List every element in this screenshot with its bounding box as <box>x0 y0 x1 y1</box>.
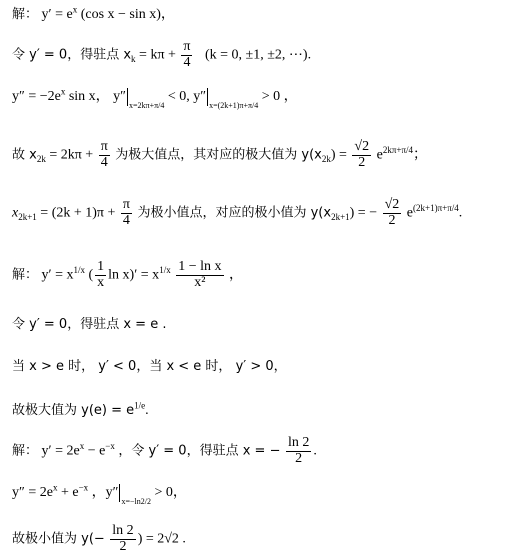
solution-label: 解： <box>12 267 39 283</box>
subscript: 2k <box>321 154 331 165</box>
solution-line-8 <box>12 360 287 373</box>
fraction-numerator: π <box>100 139 108 154</box>
expr: + e <box>60 485 79 501</box>
expr: ln x)′ = x <box>108 267 160 283</box>
stationary-text: ，令 y′ = 0，得驻点 x = − <box>118 443 281 459</box>
expr: = kπ + <box>139 47 176 63</box>
solution-line-10 <box>12 436 317 466</box>
fraction <box>110 524 135 554</box>
max-value-text: 为极大值点，其对应的极大值为 y(x <box>115 147 322 163</box>
solution-line-11 <box>12 484 187 506</box>
fraction-denominator: 4 <box>122 212 130 228</box>
sign-analysis-text: 当 x > e 时， y′ < 0，当 x < e 时， y′ > 0， <box>12 359 287 374</box>
solution-line-7 <box>12 318 166 331</box>
exp-base: e <box>376 147 383 163</box>
expr: ) = 2√2 . <box>137 531 186 547</box>
punct: ； <box>413 147 427 163</box>
evaluation-point: x=−ln2/2 <box>121 497 151 507</box>
evaluation-bar <box>207 88 208 106</box>
subscript: 2k+1 <box>331 212 350 223</box>
exponent: 1/x <box>159 264 171 275</box>
solution-line-4 <box>12 140 427 170</box>
paren: ( <box>88 267 94 283</box>
exponent: 2kπ+π/4 <box>382 144 413 155</box>
expr: ，y″ <box>91 485 119 501</box>
exponent: −x <box>105 440 115 451</box>
exponent: x <box>60 86 66 97</box>
fraction-denominator: 4 <box>183 54 191 70</box>
expr: − e <box>87 443 106 459</box>
evaluation-point: x=(2k+1)π+π/4 <box>209 101 259 111</box>
fraction <box>383 198 402 228</box>
fraction <box>95 260 106 290</box>
fraction-numerator: 1 <box>97 259 105 274</box>
variable: x <box>12 205 19 221</box>
exponent: −x <box>78 482 89 493</box>
subscript: 2k+1 <box>18 212 37 223</box>
k-range: (k = 0, ±1, ±2, ⋯). <box>204 47 312 63</box>
fraction-denominator: 2 <box>388 212 396 228</box>
stationary-text: 令 y′ = 0，得驻点 x = e . <box>12 317 167 332</box>
solution-line-1 <box>12 4 175 22</box>
subscript: k <box>131 54 136 65</box>
exponent: 1/e <box>134 400 146 411</box>
solution-line-5 <box>12 198 462 228</box>
second-derivative: y″ = −2e <box>12 89 61 105</box>
fraction-numerator: π <box>122 197 130 212</box>
exponent: 1/x <box>73 264 85 275</box>
fraction-denominator: 2 <box>119 538 127 554</box>
exponent: x <box>72 4 78 15</box>
expr: sin x， y″ <box>68 89 127 105</box>
expr: = 2kπ + <box>49 147 94 163</box>
expr: = (2k + 1)π + <box>40 205 116 221</box>
derivative-expr: y′ = e <box>41 7 73 22</box>
solution-label: 解： <box>12 7 39 22</box>
fraction <box>352 140 371 170</box>
solution-line-6 <box>12 260 243 290</box>
fraction <box>99 140 110 170</box>
evaluation-bar <box>127 88 128 106</box>
max-point-text: 故 x <box>12 147 37 163</box>
expr: ) = − <box>349 205 378 221</box>
expr: > 0， <box>154 485 187 501</box>
subscript: 2k <box>36 154 46 165</box>
evaluation-point: x=2kπ+π/4 <box>129 101 165 111</box>
solution-line-2 <box>12 40 311 70</box>
punct: . <box>313 443 317 459</box>
solution-line-3 <box>12 88 298 110</box>
fraction-numerator: √2 <box>354 139 370 154</box>
exponent: x <box>79 440 85 451</box>
fraction-numerator: √2 <box>384 197 400 212</box>
fraction-numerator: ln 2 <box>287 435 310 450</box>
second-derivative: y″ = 2e <box>12 485 53 501</box>
derivative-expr: y′ = 2e <box>41 443 80 459</box>
fraction-numerator: 1 − ln x <box>178 259 222 274</box>
fraction-denominator: x² <box>194 274 206 290</box>
fraction-denominator: 4 <box>100 154 108 170</box>
fraction-denominator: 2 <box>295 450 303 466</box>
derivative-expr: y′ = x <box>41 267 74 283</box>
expr: ) = <box>330 147 347 163</box>
punct: ， <box>229 267 243 283</box>
min-value-text: 为极小值点，对应的极小值为 y(x <box>137 205 332 221</box>
fraction-denominator: x <box>97 274 105 290</box>
min-value-text: 故极小值为 y(− <box>12 531 105 547</box>
exponent: x <box>52 482 58 493</box>
expr: < 0, y″ <box>167 89 207 105</box>
punct: . <box>458 205 463 221</box>
exponent: (2k+1)π+π/4 <box>413 202 459 213</box>
derivative-expr-tail: (cos x − sin x)， <box>80 7 175 22</box>
expr: > 0 ， <box>261 89 298 105</box>
fraction <box>286 436 311 466</box>
solution-label: 解： <box>12 443 39 459</box>
fraction-denominator: 2 <box>358 154 366 170</box>
fraction-numerator: ln 2 <box>112 523 134 538</box>
exp-base: e <box>406 205 413 221</box>
solution-line-9 <box>12 400 149 418</box>
fraction <box>176 260 223 290</box>
fraction-numerator: π <box>183 39 191 54</box>
fraction <box>121 198 132 228</box>
stationary-text: 令 y′ = 0，得驻点 x <box>12 47 132 63</box>
punct: . <box>145 403 149 418</box>
fraction <box>181 40 192 70</box>
max-value-text: 故极大值为 y(e) = e <box>12 403 135 418</box>
solution-line-12 <box>12 524 186 554</box>
